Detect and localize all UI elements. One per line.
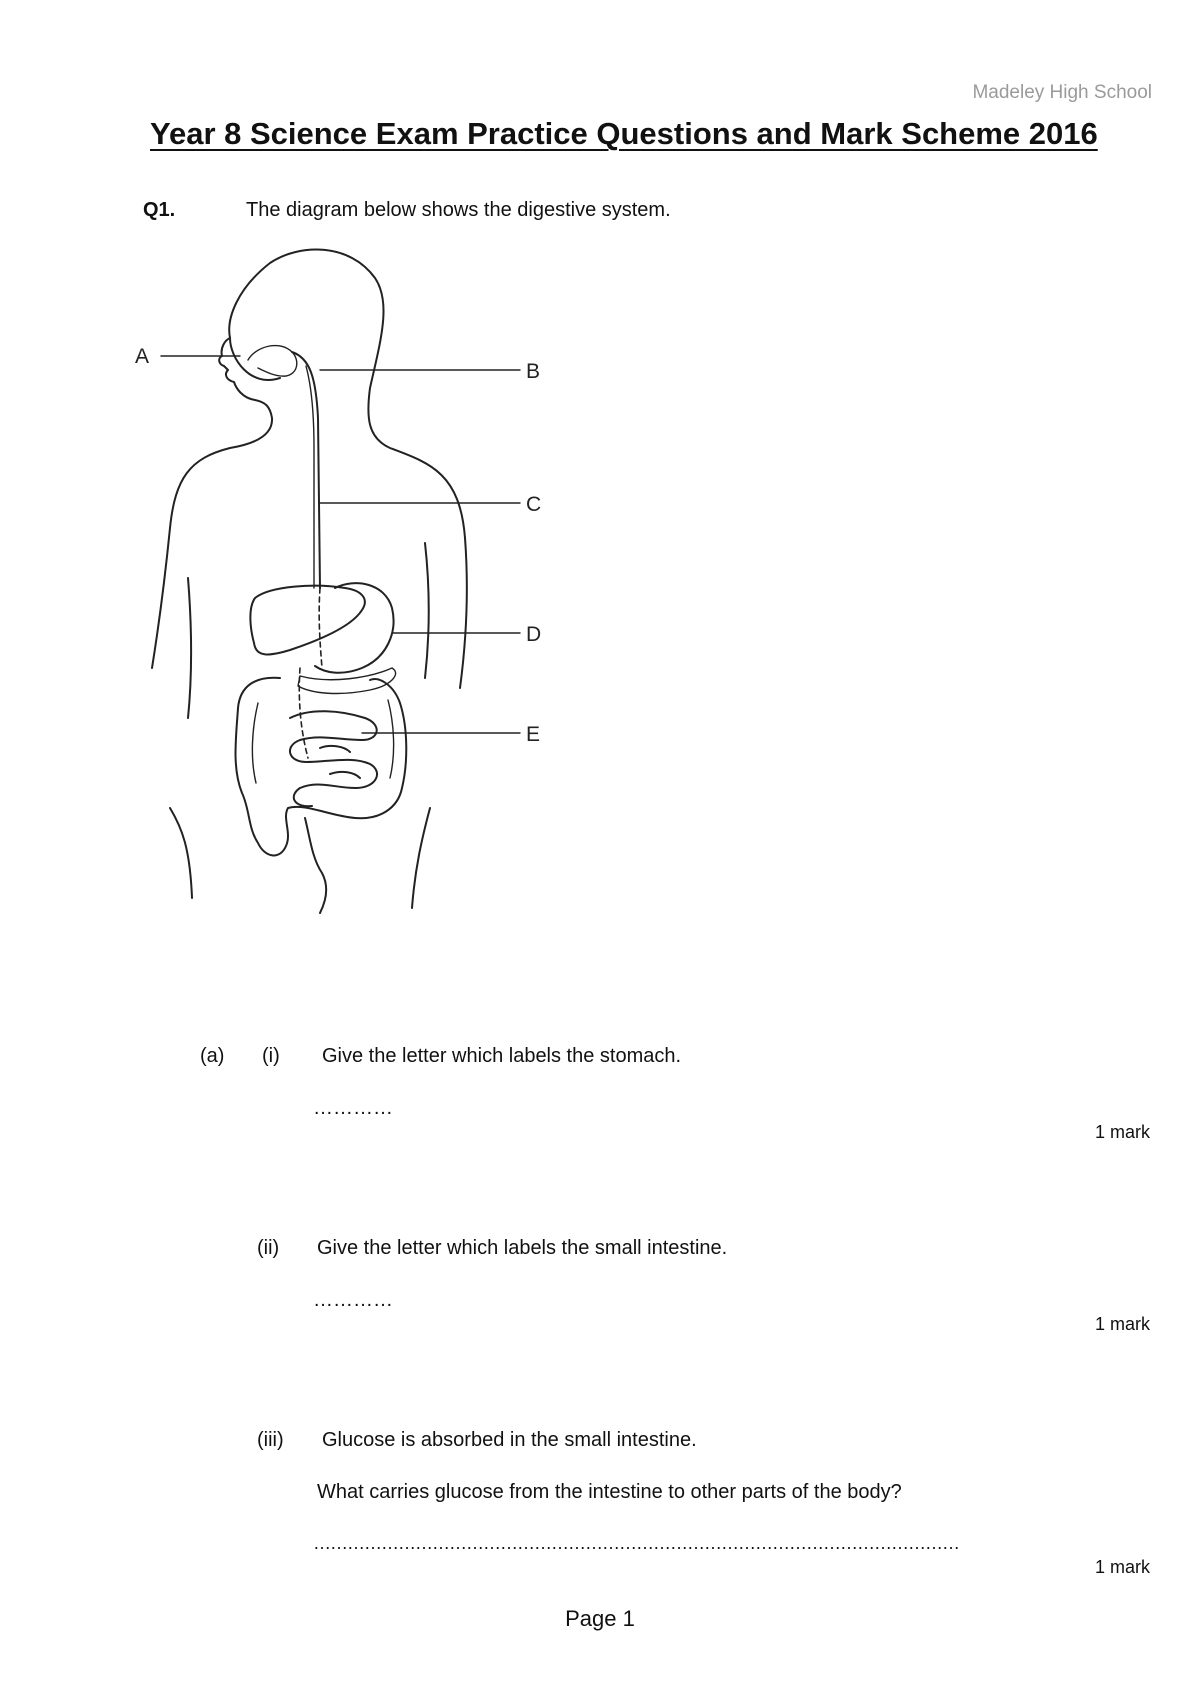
school-name: Madeley High School [972,82,1152,103]
digestive-system-diagram [130,248,600,918]
part-ii-question: Give the letter which labels the small intestine. [317,1237,728,1259]
small-intestine [290,711,377,806]
label-d: D [526,623,542,646]
label-b: B [526,360,541,383]
page-number: Page 1 [565,1606,635,1631]
part-i-mark: 1 mark [1094,1122,1150,1142]
part-iii-question-2: What carries glucose from the intestine to other parts of the body? [317,1481,902,1503]
rectum [305,818,326,913]
part-a-label: (a) [200,1045,225,1067]
part-i-question: Give the letter which labels the stomach. [322,1045,682,1067]
part-iii-question: Glucose is absorbed in the small intestine. [322,1429,697,1451]
part-iii-mark: 1 mark [1094,1557,1150,1577]
part-ii-answer-line[interactable]: ………… [313,1289,393,1311]
large-intestine [236,678,407,856]
label-e: E [526,723,541,746]
part-i-answer-line[interactable]: ………… [313,1097,393,1119]
question-number: Q1. [143,199,176,221]
part-ii-label: (ii) [257,1237,280,1259]
stomach [315,583,394,673]
part-iii-answer-line[interactable]: …………………………………………………………………………………………………… [313,1533,959,1553]
label-a: A [135,345,150,368]
part-i-label: (i) [262,1045,280,1067]
question-intro: The diagram below shows the digestive system. [246,199,671,221]
liver [250,586,364,655]
label-c: C [526,493,542,516]
oesophagus [248,346,320,588]
part-ii-mark: 1 mark [1094,1314,1150,1334]
stomach-dashed-edge [319,588,322,668]
part-iii-label: (iii) [257,1429,284,1451]
page-title: Year 8 Science Exam Practice Questions and Mark Scheme 2016 [150,116,1098,151]
